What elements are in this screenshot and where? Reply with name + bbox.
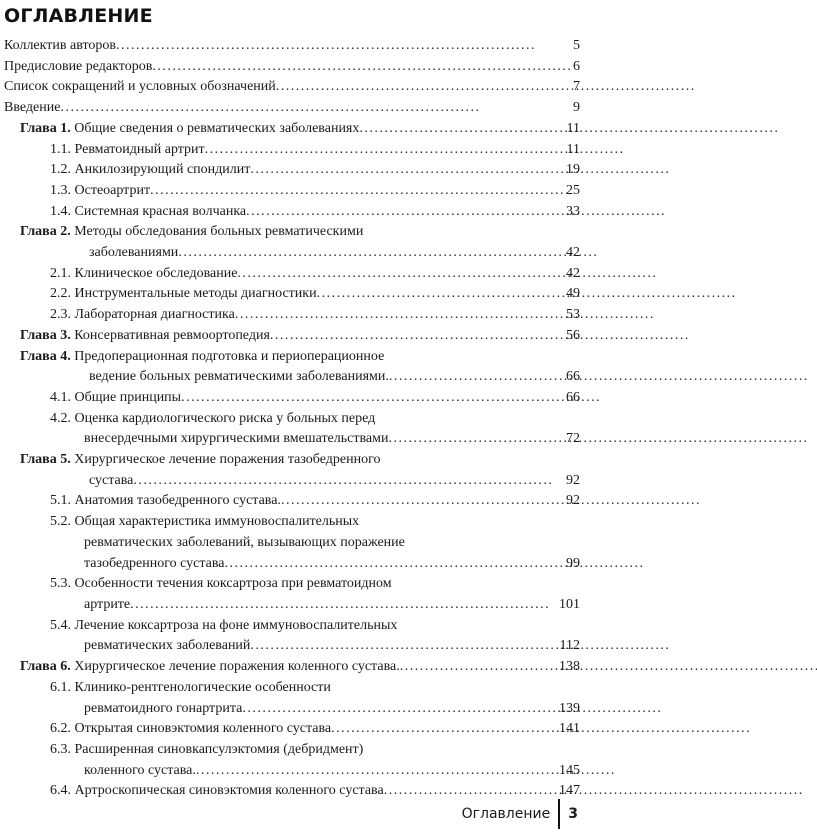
- toc-section-entry[interactable]: [0, 202, 584, 223]
- entry-page-number: 147: [559, 783, 580, 799]
- dot-leader: [359, 119, 564, 140]
- running-title: Оглавление: [461, 806, 551, 822]
- entry-title-line: заболеваниями: [89, 245, 179, 261]
- page-footer: [462, 798, 578, 830]
- entry-page-number: 139: [559, 700, 580, 716]
- dot-leader: [250, 636, 557, 657]
- entry-page-number: 92: [566, 493, 580, 509]
- entry-title-line: внесердечными хирургическими вмешательствами: [84, 431, 389, 447]
- dot-leader: [388, 429, 564, 450]
- page-number: 3: [568, 806, 578, 822]
- entry-title-line: ревматических заболеваний, вызывающих поражение: [84, 534, 405, 550]
- dot-leader: [317, 284, 564, 305]
- entry-title-line: ведение больных ревматическими заболеваниями.: [89, 369, 389, 385]
- dot-leader: [150, 181, 564, 202]
- toc-chapter-entry[interactable]: [0, 222, 584, 263]
- entry-title-line: Методы обследования больных ревматическими: [74, 224, 364, 240]
- toc-section-entry[interactable]: [0, 512, 584, 574]
- entry-page-number: 33: [566, 203, 580, 219]
- footer-divider: [558, 799, 560, 829]
- entry-title-line: 2.2. Инструментальные методы диагностики: [50, 286, 317, 302]
- toc-section-entry[interactable]: [0, 491, 584, 512]
- entry-page-number: 25: [566, 182, 580, 198]
- entry-title-line: коленного сустава.: [84, 762, 196, 778]
- toc-section-entry[interactable]: [0, 574, 584, 615]
- toc-section-entry[interactable]: [0, 264, 584, 285]
- toc-entry[interactable]: [0, 57, 584, 78]
- entry-title-line: 1.2. Анкилозирующий спондилит: [50, 162, 251, 178]
- dot-leader: [116, 36, 571, 57]
- toc-section-entry[interactable]: [0, 740, 584, 781]
- toc-section-entry[interactable]: [0, 140, 584, 161]
- entry-title-line: 5.4. Лечение коксартроза на фоне иммуновоспалительных: [50, 617, 398, 633]
- entry-page-number: 92: [566, 472, 580, 488]
- dot-leader: [178, 243, 564, 264]
- dot-leader: [250, 160, 564, 181]
- toc-section-entry[interactable]: [0, 284, 584, 305]
- dot-leader: [389, 367, 564, 388]
- entry-page-number: 49: [566, 286, 580, 302]
- entry-title-line: Предоперационная подготовка и периоперационное: [74, 348, 385, 364]
- dot-leader: [242, 699, 557, 720]
- entry-page-number: 42: [566, 245, 580, 261]
- toc-section-entry[interactable]: [0, 388, 584, 409]
- entry-page-number: 66: [566, 369, 580, 385]
- entry-title-line: артрите: [84, 596, 131, 612]
- entry-title-line: Введение: [4, 100, 61, 116]
- entry-title-line: 1.3. Остеоартрит: [50, 182, 151, 198]
- entry-page-number: 42: [566, 265, 580, 281]
- entry-page-number: 66: [566, 389, 580, 405]
- chapter-label: Глава 3.: [20, 327, 71, 343]
- dot-leader: [331, 719, 557, 740]
- page-title: ОГЛАВЛЕНИЕ: [4, 5, 153, 27]
- chapter-label: Глава 5.: [20, 452, 71, 468]
- entry-title-line: 2.1. Клиническое обследование: [50, 265, 238, 281]
- entry-title-line: 5.2. Общая характеристика иммуновоспалительных: [50, 514, 360, 530]
- toc-section-entry[interactable]: [0, 616, 584, 657]
- entry-title-line: 5.3. Особенности течения коксартроза при ревматоидном: [50, 576, 392, 592]
- entry-title-line: Предисловие редакторов: [4, 58, 153, 74]
- entry-title-line: 5.1. Анатомия тазобедренного сустава.: [50, 493, 281, 509]
- entry-title-line: тазобедренного сустава: [84, 555, 225, 571]
- entry-title-line: Хирургическое лечение поражения коленного сустава.: [74, 659, 400, 675]
- entry-page-number: 5: [573, 38, 580, 53]
- dot-leader: [181, 388, 564, 409]
- chapter-label: Глава 2.: [20, 224, 71, 240]
- entry-page-number: 53: [566, 307, 580, 323]
- entry-title-line: 4.2. Оценка кардиологического риска у больных перед: [50, 410, 376, 426]
- toc-section-entry[interactable]: [0, 181, 584, 202]
- dot-leader: [276, 77, 571, 98]
- toc-section-entry[interactable]: [0, 409, 584, 450]
- table-of-contents: [0, 36, 584, 802]
- dot-leader: [205, 140, 565, 161]
- chapter-label: Глава 6.: [20, 659, 71, 675]
- entry-page-number: 11: [566, 141, 580, 157]
- dot-leader: [270, 326, 564, 347]
- entry-title-line: 2.3. Лабораторная диагностика: [50, 307, 235, 323]
- entry-title-line: Общие сведения о ревматических заболеваниях: [74, 120, 360, 136]
- toc-chapter-entry[interactable]: [0, 119, 584, 140]
- toc-entry[interactable]: [0, 36, 584, 57]
- entry-page-number: 7: [573, 79, 580, 95]
- entry-title-line: 1.1. Ревматоидный артрит: [50, 141, 205, 157]
- entry-page-number: 145: [559, 762, 580, 778]
- entry-title-line: 6.3. Расширенная синовкапсулэктомия (дебридмент): [50, 741, 364, 757]
- entry-title-line: Консервативная ревмоортопедия: [74, 327, 270, 343]
- toc-section-entry[interactable]: [0, 160, 584, 181]
- entry-page-number: 56: [566, 327, 580, 343]
- dot-leader: [235, 305, 564, 326]
- entry-page-number: 101: [559, 596, 580, 612]
- toc-section-entry[interactable]: [0, 678, 584, 719]
- dot-leader: [281, 491, 564, 512]
- dot-leader: [130, 595, 557, 616]
- entry-title-line: 6.1. Клинико-рентгенологические особенности: [50, 679, 331, 695]
- entry-page-number: 9: [573, 100, 580, 116]
- entry-title-line: 1.4. Системная красная волчанка: [50, 203, 247, 219]
- dot-leader: [237, 264, 564, 285]
- dot-leader: [225, 554, 564, 575]
- entry-page-number: 141: [559, 721, 580, 737]
- chapter-label: Глава 4.: [20, 348, 71, 364]
- dot-leader: [246, 202, 564, 223]
- dot-leader: [196, 761, 557, 782]
- toc-chapter-entry[interactable]: [0, 326, 584, 347]
- entry-page-number: 19: [566, 162, 580, 178]
- toc-chapter-entry[interactable]: [0, 450, 584, 491]
- entry-title-line: 4.1. Общие принципы: [50, 389, 182, 405]
- entry-page-number: 138: [559, 659, 580, 675]
- toc-section-entry[interactable]: [0, 305, 584, 326]
- chapter-label: Глава 1.: [20, 120, 71, 136]
- entry-title-line: 6.4. Артроскопическая синовэктомия коленного сустава: [50, 783, 384, 799]
- toc-chapter-entry[interactable]: [0, 657, 584, 678]
- entry-page-number: 11: [566, 120, 580, 136]
- entry-page-number: 72: [566, 431, 580, 447]
- dot-leader: [133, 471, 564, 492]
- toc-chapter-entry[interactable]: [0, 347, 584, 388]
- toc-entry[interactable]: [0, 98, 584, 119]
- toc-section-entry[interactable]: [0, 719, 584, 740]
- entry-page-number: 112: [559, 638, 580, 654]
- entry-title-line: ревматоидного гонартрита: [84, 700, 243, 716]
- entry-page-number: 99: [566, 555, 580, 571]
- dot-leader: [60, 98, 571, 119]
- entry-title-line: 6.2. Открытая синовэктомия коленного сустава: [50, 721, 332, 737]
- entry-title-line: Коллектив авторов: [4, 38, 116, 53]
- entry-page-number: 6: [573, 58, 580, 74]
- entry-title-line: ревматических заболеваний: [84, 638, 251, 654]
- dot-leader: [152, 57, 571, 78]
- toc-entry[interactable]: [0, 77, 584, 98]
- entry-title-line: сустава: [89, 472, 134, 488]
- entry-title-line: Список сокращений и условных обозначений: [4, 79, 276, 95]
- entry-title-line: Хирургическое лечение поражения тазобедренного: [74, 452, 381, 468]
- dot-leader: [400, 657, 557, 678]
